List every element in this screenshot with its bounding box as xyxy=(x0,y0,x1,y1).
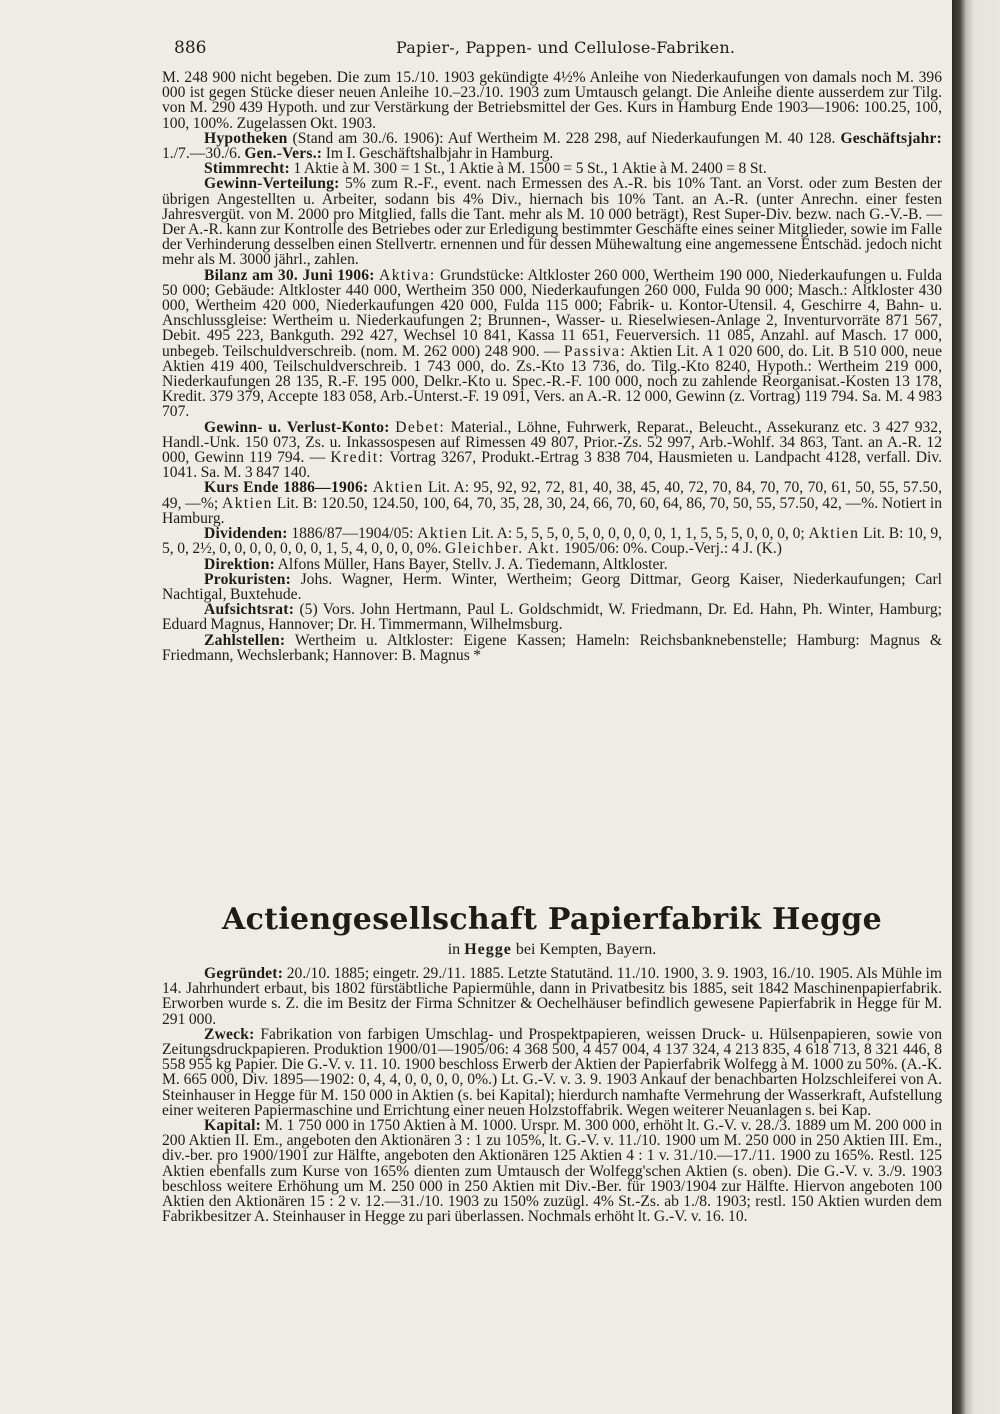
dividenden-text-c: 1905/06: 0%. Coup.-Verj.: 4 J. (K.) xyxy=(563,540,782,558)
section-papierfabrik-hegge xyxy=(162,966,942,1224)
gewinn-verlust-label: Gewinn- u. Verlust-Konto: xyxy=(204,418,390,436)
zweck-paragraph xyxy=(162,1027,942,1118)
gleichber-word: Gleichber. Akt. xyxy=(444,540,561,558)
prokuristen-paragraph xyxy=(162,572,942,602)
bilanz-label: Bilanz am 30. Juni 1906: xyxy=(204,266,375,284)
dividenden-paragraph xyxy=(162,526,942,556)
kurs-aktien-word-b: Aktien xyxy=(222,494,273,512)
subtitle-town: Hegge xyxy=(464,941,512,958)
genvers-text: Im I. Geschäftshalbjahr in Hamburg. xyxy=(325,145,554,163)
dividenden-text-a: Lit. A: 5, 5, 5, 0, 5, 0, 0, 0, 0, 0, 1, 1, 5, 5, 5, 0, 0, 0, 0; xyxy=(471,525,805,543)
aufsichtsrat-label: Aufsichtsrat: xyxy=(204,601,295,619)
genvers-label: Gen.-Vers.: xyxy=(244,145,323,163)
geschaeftsjahr-text: 1./7.—30./6. xyxy=(162,145,241,163)
stimmrecht-paragraph xyxy=(162,161,942,176)
debet-word: Debet: xyxy=(395,418,446,436)
page-number: 886 xyxy=(174,38,207,58)
anleihe-paragraph: M. 248 900 nicht begeben. Die zum 15./10. 1903 gekündigte 4½% Anleihe von Niederkaufungen von damals noch M. 396 000 ist gegen Stücke dieser neuen Anleihe 10.–23./10. 1903 zum Umtausch gelangt. Die Anleihe diente ausserdem zur Tilg. von M. 290 439 Hypoth. und zur Verstärkung der Betriebsmittel der Ges. Kurs in Hamburg Ende 1903—1906: 100.25, 100, 100, 100%. Zugelassen Okt. 1903. xyxy=(162,69,942,132)
subtitle-suffix: bei Kempten, Bayern. xyxy=(515,941,657,958)
kurs-aktien-word: Aktien xyxy=(372,479,424,497)
kredit-text: Vortrag 3267, Produkt.-Ertrag 3 838 704, Hausmieten u. Landpacht 4128, verfall. Div. 1041. Sa. M. 3 847 140. xyxy=(162,449,943,482)
kurs-paragraph xyxy=(162,480,942,526)
company-heading xyxy=(162,902,942,960)
aktiva-word: Aktiva: xyxy=(379,266,436,284)
subtitle-prefix: in xyxy=(447,941,461,958)
hypotheken-paragraph xyxy=(162,131,942,161)
direktion-text: Alfons Müller, Hans Bayer, Stellv. J. A. Tiedemann, Altkloster. xyxy=(277,555,668,573)
debet-text: Material., Löhne, Fuhrwerk, Reparat., Beleucht., Assekuranz etc. 3 427 932, Handl.-Unk. 150 073, Zs. u. Inkassospesen auf Rimessen 49 807, Prior.-Zs. 52 997, Arb.-Wohlf. 34 863, Tant. an A.-R. 12 000, Gewinn 119 794. — xyxy=(162,418,943,467)
kurs-label: Kurs Ende 1886—1906: xyxy=(204,479,369,497)
zweck-label: Zweck: xyxy=(204,1025,255,1043)
prokuristen-label: Prokuristen: xyxy=(204,570,292,588)
gewinnverteilung-paragraph xyxy=(162,176,942,267)
kurs-text-a: Lit. A: 95, 92, 92, 72, 81, 40, 38, 45, 40, 72, 70, 84, 70, 70, 70, 61, 50, 55, 57.50, 49, —%; xyxy=(162,479,942,512)
gegruendet-paragraph xyxy=(162,966,942,1027)
direktion-paragraph xyxy=(162,557,942,572)
gegruendet-text: 20./10. 1885; eingetr. 29./11. 1885. Letzte Statutänd. 11./10. 1900, 3. 9. 1903, 16./10. 1905. Als Mühle im 14. Jahrhundert erbaut, bis 1802 fürstäbtliche Papiermühle, dann in Privatbesitz bis 1885, seit 1842 Maschinenpapierfabrik. Erworben wurde s. Z. die im Besitz der Firma Schnitzer & Oechelhäuser befindlich gewesene Papierfabrik in Hegge für M. 291 000. xyxy=(162,965,943,1028)
zahlstellen-text: Wertheim u. Altkloster: Eigene Kassen; Hameln: Reichsbanknebenstelle; Hamburg: Magnus & Friedmann, Wechslerbank; Hannover: B. Magnus * xyxy=(162,631,942,664)
dividenden-aktien-word: Aktien xyxy=(417,525,469,543)
section-previous-company xyxy=(162,70,942,663)
page-header xyxy=(174,38,934,62)
aufsichtsrat-text: (5) Vors. John Hertmann, Paul L. Goldschmidt, W. Friedmann, Dr. Ed. Hahn, Ph. Winter, Hamburg; Eduard Magnus, Hannover; Dr. H. Timmermann, Wilhelmsburg. xyxy=(162,601,942,634)
dividenden-text-b: Lit. B: 10, 9, 5, 0, 2½, 0, 0, 0, 0, 0, 0, 0, 1, 5, 4, 0, 0, 0, 0%. xyxy=(162,525,943,558)
stimmrecht-text: 1 Aktie à M. 300 = 1 St., 1 Aktie à M. 1500 = 5 St., 1 Aktie à M. 2400 = 8 St. xyxy=(293,160,767,178)
gegruendet-label: Gegründet: xyxy=(204,965,284,982)
geschaeftsjahr-label: Geschäftsjahr: xyxy=(840,129,943,147)
zahlstellen-paragraph xyxy=(162,633,942,663)
direktion-label: Direktion: xyxy=(204,555,276,573)
zahlstellen-label: Zahlstellen: xyxy=(204,631,286,649)
aktiva-text: Grundstücke: Altkloster 260 000, Wertheim 190 000, Niederkaufungen u. Fulda 50 000; Gebäude: Altkloster 440 000, Wertheim 350 000, Niederkaufungen 260 000, Fulda 90 000; Masch.: Altkloster 430 000, Wertheim 420 000, Niederkaufungen 420 000, Fulda 115 000; Fabrik- u. Kontor-Utensil. 4, Geschirre 4, Bahn- u. Anschlussgleise: Wertheim u. Niederkaufungen 2; Brunnen-, Wasser- u. Rieselwiesen-Anlage 2, Inventurvorräte 871 567, Debit. 495 223, Bankguth. 292 427, Wechsel 10 841, Kassa 11 651, Feuerversich. 11 085, Anzahl. auf Masch. 17 000, unbegeb. Teilschuldverschreib. (nom. M. 262 000) 248 900. — xyxy=(162,266,943,360)
prokuristen-text: Johs. Wagner, Herm. Winter, Wertheim; Georg Dittmar, Georg Kaiser, Niederkaufungen; Carl Nachtigal, Buxtehude. xyxy=(162,570,942,603)
kurs-text-b: Lit. B: 120.50, 124.50, 100, 64, 70, 35, 28, 30, 24, 66, 70, 60, 64, 86, 70, 50, 55, 57.50, 42, —%. Notiert in Hamburg. xyxy=(162,494,942,527)
hypotheken-text: (Stand am 30./6. 1906): Auf Wertheim M. 228 298, auf Niederkaufungen M. 40 128. xyxy=(292,129,836,147)
bilanz-paragraph xyxy=(162,268,942,420)
passiva-text: Aktien Lit. A 1 020 600, do. Lit. B 510 000, neue Aktien 419 400, Teilschuldverschreib. 1 743 000, do. Zs.-Kto 13 736, do. Tilg.-Kto 8240, Hypoth.: Wertheim 219 000, Niederkaufungen 28 135, R.-F. 195 000, Delkr.-Kto u. Spec.-R.-F. 100 000, noch zu zahlende Reorganisat.-Kosten 13 178, Kredit. 379 379, Accepte 183 058, Arb.-Unterst.-F. 19 091, Vers. an A.-R. 12 000, Gewinn (z. Vortrag) 119 794. Sa. M. 4 983 707. xyxy=(162,342,942,421)
kapital-text: M. 1 750 000 in 1750 Aktien à M. 1000. Urspr. M. 300 000, erhöht lt. G.-V. v. 28./3. 1889 um M. 200 000 in 200 Aktien II. Em., angeboten den Aktionären 3 : 1 zu 105%, lt. G.-V. v. 11./10. 1900 um M. 250 000 in 250 Aktien III. Em., div.-ber. pro 1900/1901 zur Hälfte, angeboten den Aktionären 125 Aktien 4 : 1 v. 31./10.—17./11. 1900 zu 165%. Restl. 125 Aktien ebenfalls zum Kurse von 165% dienten zum Umtausch der Wolfegg'schen Aktien (s. oben). Die G.-V. v. 3./9. 1903 beschloss weitere Erhöhung um M. 250 000 in 250 Aktien mit Div.-Ber. für 1903/1904 zur Hälfte. Hiervon angeboten 100 Aktien den Aktionären 15 : 2 v. 12.—31./10. 1903 zu 150% zuzügl. 4% St.-Zs. ab 1./8. 1903; restl. 150 Aktien wurden dem Fabrikbesitzer A. Steinhauser in Hegge zu pari überlassen. Nochmals erhöht lt. G.-V. v. 16. 10. xyxy=(162,1117,943,1226)
book-gutter-shadow xyxy=(952,0,1000,1414)
company-title: Actiengesellschaft Papierfabrik Hegge xyxy=(222,902,882,937)
gewinnverteilung-text: 5% zum R.-F., event. nach Ermessen des A.-R. bis 10% Tant. an Vorst. oder zum Besten der übrigen Angestellten u. Arbeiter, sodann bis 4% Div., hiernach bis 10% Tant. an A.-R. (unter Anrechn. einer festen Jahresvergüt. von M. 2000 pro Mitglied, falls die Tant. mehr als M. 10 000 beträgt), Rest Super-Div. bezw. nach G.-V.-B. — Der A.-R. kann zur Kontrolle des Betriebes oder zur Erledigung bestimmter Geschäfte eines seiner Mitglieder, sowie im Falle der Verhinderung desselben einen Stellvertr. ernennen und für dessen Mühewaltung eine angemessene Entschäd. jedoch nicht mehr als M. 3000 jährl., zahlen. xyxy=(162,175,942,269)
kapital-label: Kapital: xyxy=(204,1117,262,1135)
kredit-word: Kredit: xyxy=(330,449,385,467)
gewinn-verlust-paragraph xyxy=(162,420,942,481)
dividenden-years: 1886/87—1904/05: xyxy=(291,525,414,543)
gewinnverteilung-label: Gewinn-Verteilung: xyxy=(204,175,340,193)
running-title: Papier-, Pappen- und Cellulose-Fabriken. xyxy=(396,38,736,57)
zweck-text: Fabrikation von farbigen Umschlag- und Prospektpapieren, weissen Druck- u. Hülsenpapieren, sowie von Zeitungsdruckpapieren. Produktion 1900/01—1905/06: 4 368 500, 4 457 004, 4 137 324, 4 213 835, 4 618 713, 8 321 446, 8 558 955 kg Papier. Die G.-V. v. 11. 10. 1900 beschloss Erwerb der Aktien der Papierfabrik Wolfegg à M. 1000 zu 50%. (A.-K. M. 665 000, Div. 1895—1902: 0, 4, 4, 0, 0, 0, 0, 0%.) Lt. G.-V. v. 3. 9. 1903 Ankauf der benachbarten Holzschleiferei von A. Steinhauser in Hegge für M. 150 000 in Aktien (s. bei Kapital); hierdurch namhafte Vermehrung der Wasserkraft, Aufstellung einer weiteren Papiermaschine und Errichtung einer neuen Holzstoffabrik. Wegen weiterer Neuanlagen s. bei Kap. xyxy=(162,1025,942,1119)
dividenden-aktien-word-b: Aktien xyxy=(808,525,860,543)
passiva-word: Passiva: xyxy=(563,342,627,360)
hypotheken-label: Hypotheken xyxy=(204,129,288,147)
company-subtitle xyxy=(162,940,942,960)
aufsichtsrat-paragraph xyxy=(162,602,942,632)
dividenden-label: Dividenden: xyxy=(204,525,288,543)
kapital-paragraph xyxy=(162,1118,942,1224)
stimmrecht-label: Stimmrecht: xyxy=(204,160,290,178)
